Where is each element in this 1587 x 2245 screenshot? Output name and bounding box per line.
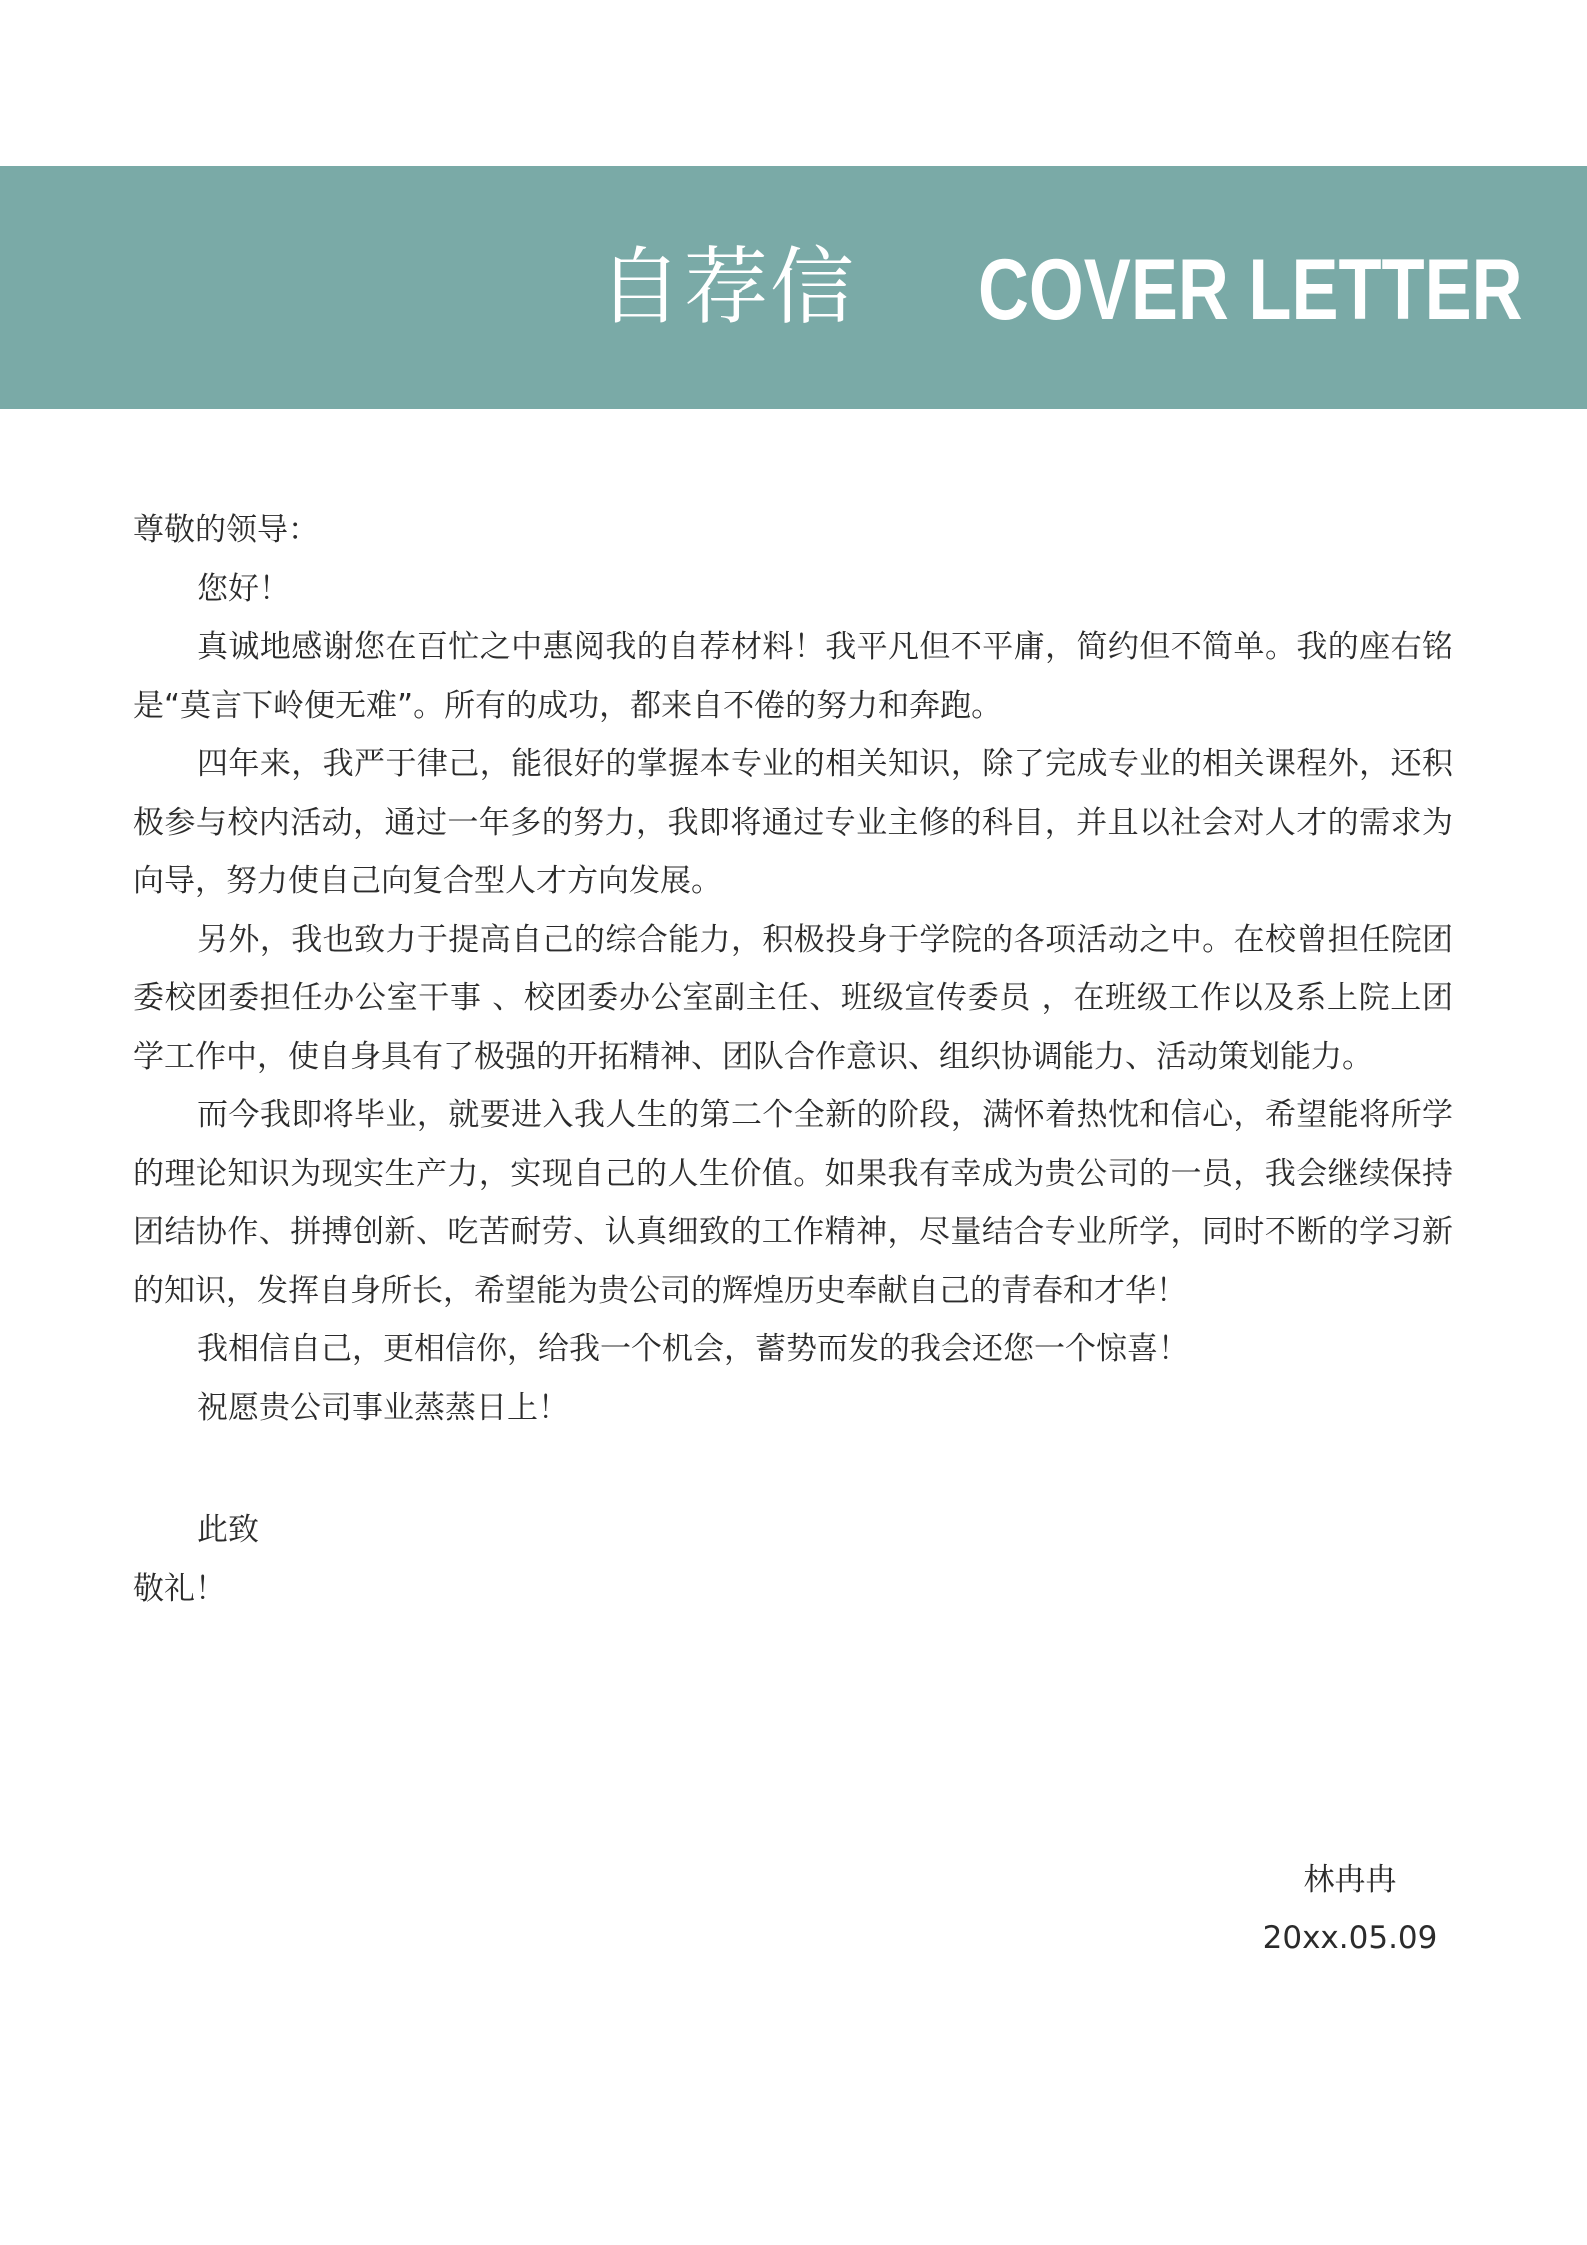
signature-name: 林冉冉 <box>1303 1862 1397 1898</box>
greeting: 您好！ <box>197 570 290 607</box>
paragraph-activities: 另外，我也致力于提高自己的综合能力，积极投身于学院的各项活动之中。在校曾担任院团委校团委担任办公室干事 、校团委办公室副主任、班级宣传委员 ，在班级工作以及系上院上团学工作中，使自身具有了极强的开拓精神、团队合作意识、组织协调能力、活动策划能力。 <box>133 921 1453 1075</box>
salutation: 尊敬的领导： <box>133 512 319 548</box>
closing <box>133 1501 259 1618</box>
signature-block <box>1240 1851 1460 1967</box>
letter-body <box>133 501 1453 1437</box>
paragraph-confidence: 我相信自己，更相信你，给我一个机会，蓄势而发的我会还您一个惊喜！ <box>197 1331 1189 1367</box>
paragraph-future: 而今我即将毕业，就要进入我人生的第二个全新的阶段，满怀着热忱和信心，希望能将所学的理论知识为现实生产力，实现自己的人生价值。如果我有幸成为贵公司的一员，我会继续保持团结协作、拼搏创新、吃苦耐劳、认真细致的工作精神，尽量结合专业所学，同时不断的学习新的知识，发挥自身所长，希望能为贵公司的辉煌历史奉献自己的青春和才华！ <box>133 1097 1453 1309</box>
closing-jingli: 敬礼！ <box>133 1570 226 1607</box>
signature-date: 20xx.05.09 <box>1262 1920 1438 1956</box>
paragraph-study: 四年来，我严于律己，能很好的掌握本专业的相关知识，除了完成专业的相关课程外，还积极参与校内活动，通过一年多的努力，我即将通过专业主修的科目，并且以社会对人才的需求为向导，努力使自己向复合型人才方向发展。 <box>133 746 1453 899</box>
closing-cizhi: 此致 <box>197 1512 259 1548</box>
title-chinese: 自荐信 <box>598 238 857 336</box>
paragraph-wishes: 祝愿贵公司事业蒸蒸日上！ <box>197 1389 569 1426</box>
title-english: COVER LETTER <box>978 242 1523 338</box>
paragraph-thanks: 真诚地感谢您在百忙之中惠阅我的自荐材料！我平凡但不平庸，简约但不简单。我的座右铭是“莫言下岭便无难”。所有的成功，都来自不倦的努力和奔跑。 <box>133 629 1453 724</box>
